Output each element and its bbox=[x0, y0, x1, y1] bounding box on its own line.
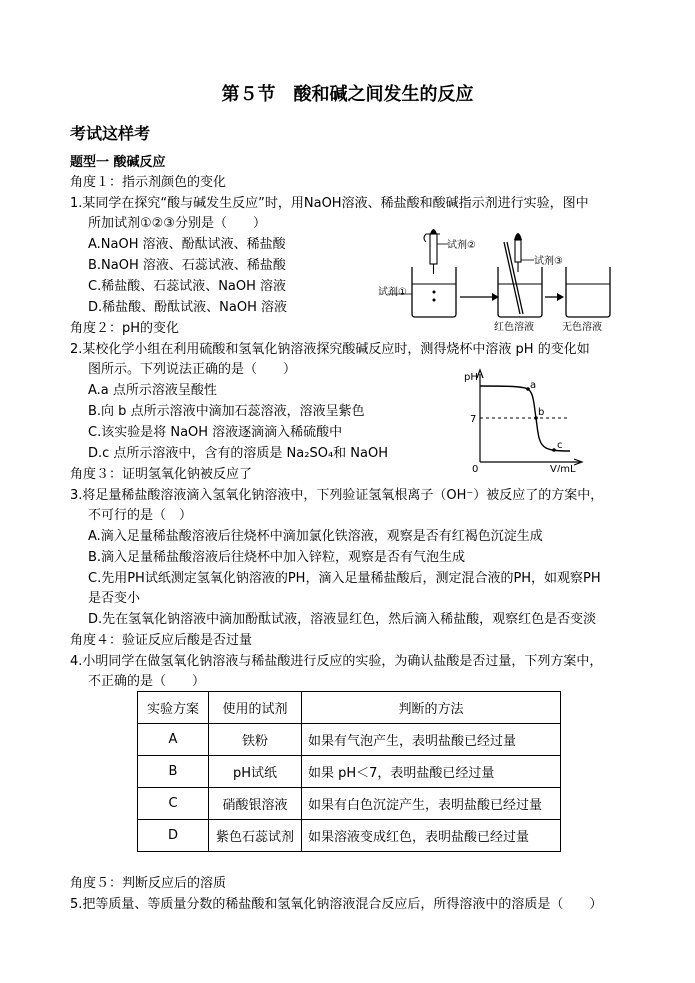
option: B.NaOH 溶液、石蕊试液、稀盐酸 bbox=[88, 258, 286, 273]
table-cell: 如果 pH＜7，表明盐酸已经过量 bbox=[302, 756, 561, 788]
origin-label: 0 bbox=[472, 464, 479, 472]
option: B.向 b 点所示溶液中滴加石蕊溶液，溶液呈紫色 bbox=[88, 404, 365, 419]
reagent-2-label: 试剂② bbox=[447, 240, 476, 251]
option: 是否变小 bbox=[88, 591, 141, 606]
table-header: 使用的试剂 bbox=[209, 692, 302, 724]
angle-heading: 角度３：证明氢氧化钠被反应了 bbox=[70, 467, 253, 482]
question-type-heading: 题型一 酸碱反应 bbox=[70, 155, 166, 170]
question-stem: 3.将足量稀盐酸溶液滴入氢氧化钠溶液中，下列验证氢氧根离子（OH⁻）被反应了的方案中， bbox=[70, 488, 604, 503]
option: C.先用PH试纸测定氢氧化钠溶液的PH，滴入足量稀盐酸后，测定混合液的PH，如观察PH bbox=[88, 571, 601, 586]
table-cell: 紫色石蕊试剂 bbox=[209, 820, 302, 852]
angle-heading: 角度２：pH的变化 bbox=[70, 321, 180, 336]
table-cell: pH试纸 bbox=[209, 756, 302, 788]
point-c bbox=[552, 448, 556, 452]
option: D.c 点所示溶液中，含有的溶质是 Na₂SO₄和 NaOH bbox=[88, 446, 388, 461]
table-row bbox=[138, 820, 561, 852]
point-c-label: c bbox=[557, 440, 563, 451]
table-cell: 硝酸银溶液 bbox=[209, 788, 302, 820]
option: C.稀盐酸、石蕊试液、NaOH 溶液 bbox=[88, 279, 287, 294]
option: A.NaOH 溶液、酚酞试液、稀盐酸 bbox=[88, 237, 286, 252]
dropper-icon bbox=[430, 234, 437, 264]
colorless-solution-label: 无色溶液 bbox=[562, 322, 602, 332]
point-b-label: b bbox=[538, 407, 545, 418]
table-row bbox=[138, 724, 561, 756]
angle-heading: 角度５：判断反应后的溶质 bbox=[70, 876, 227, 891]
option: A.滴入足量稀盐酸溶液后往烧杯中滴加氯化铁溶液，观察是否有红褐色沉淀生成 bbox=[88, 529, 543, 544]
table-row bbox=[138, 788, 561, 820]
scheme-table bbox=[137, 691, 561, 852]
table-header: 判断的方法 bbox=[302, 692, 561, 724]
table-header-row bbox=[138, 692, 561, 724]
reagent-3-label: 试剂③ bbox=[534, 256, 563, 267]
option: D.稀盐酸、酚酞试液、NaOH 溶液 bbox=[88, 300, 287, 315]
question-stem: 所加试剂①②③分别是（ ） bbox=[88, 216, 266, 231]
question-stem: 图所示。下列说法正确的是（ ） bbox=[88, 362, 297, 377]
option: A.a 点所示溶液呈酸性 bbox=[88, 383, 217, 398]
section-heading: 考试这样考 bbox=[70, 124, 151, 143]
beaker-3 bbox=[566, 267, 610, 317]
table-row bbox=[138, 756, 561, 788]
question-stem: 5.把等质量、等质量分数的稀盐酸和氢氧化钠溶液混合反应后，所得溶液中的溶质是（ ） bbox=[70, 897, 603, 912]
angle-heading: 角度４：验证反应后酸是否过量 bbox=[70, 633, 253, 648]
y-axis-label: pH bbox=[464, 372, 478, 383]
question-stem: 不正确的是（ ） bbox=[88, 674, 206, 689]
question-stem: 4.小明同学在做氢氧化钠溶液与稀盐酸进行反应的实验，为确认盐酸是否过量，下列方案中， bbox=[70, 654, 603, 669]
x-axis-label: V/mL bbox=[550, 464, 576, 472]
dropper-icon bbox=[515, 240, 521, 262]
ph-curve-graph bbox=[462, 366, 592, 472]
table-cell: A bbox=[138, 724, 209, 756]
table-header: 实验方案 bbox=[138, 692, 209, 724]
question-stem: 2.某校化学小组在利用硫酸和氢氧化钠溶液探究酸碱反应时，测得烧杯中溶液 pH 的变化如 bbox=[70, 342, 590, 357]
table-cell: D bbox=[138, 820, 209, 852]
page-title: 第５节 酸和碱之间发生的反应 bbox=[221, 84, 474, 105]
reagent-1-label: 试剂① bbox=[378, 287, 407, 298]
red-solution-label: 红色溶液 bbox=[494, 322, 534, 332]
table-cell: 如果有气泡产生，表明盐酸已经过量 bbox=[302, 724, 561, 756]
beaker-2 bbox=[498, 267, 542, 317]
table-cell: 铁粉 bbox=[209, 724, 302, 756]
question-stem: 1.某同学在探究“酸与碱发生反应”时，用NaOH溶液、稀盐酸和酸碱指示剂进行实验，图中 bbox=[70, 196, 589, 211]
tick-7-label: 7 bbox=[470, 414, 477, 425]
point-a-label: a bbox=[530, 380, 537, 391]
table-cell: C bbox=[138, 788, 209, 820]
table-cell: B bbox=[138, 756, 209, 788]
option: C.该实验是将 NaOH 溶液逐滴滴入稀硫酸中 bbox=[88, 425, 343, 440]
angle-heading: 角度１：指示剂颜色的变化 bbox=[70, 175, 227, 190]
beaker-diagram bbox=[368, 222, 618, 332]
option: D.先在氢氧化钠溶液中滴加酚酞试液，溶液显红色，然后滴入稀盐酸，观察红色是否变淡 bbox=[88, 612, 597, 627]
option: B.滴入足量稀盐酸溶液后往烧杯中加入锌粒，观察是否有气泡生成 bbox=[88, 550, 466, 565]
table-cell: 如果有白色沉淀产生，表明盐酸已经过量 bbox=[302, 788, 561, 820]
table-cell: 如果溶液变成红色，表明盐酸已经过量 bbox=[302, 820, 561, 852]
arrow-icon bbox=[557, 293, 564, 301]
question-stem: 不可行的是（ ） bbox=[88, 508, 193, 523]
